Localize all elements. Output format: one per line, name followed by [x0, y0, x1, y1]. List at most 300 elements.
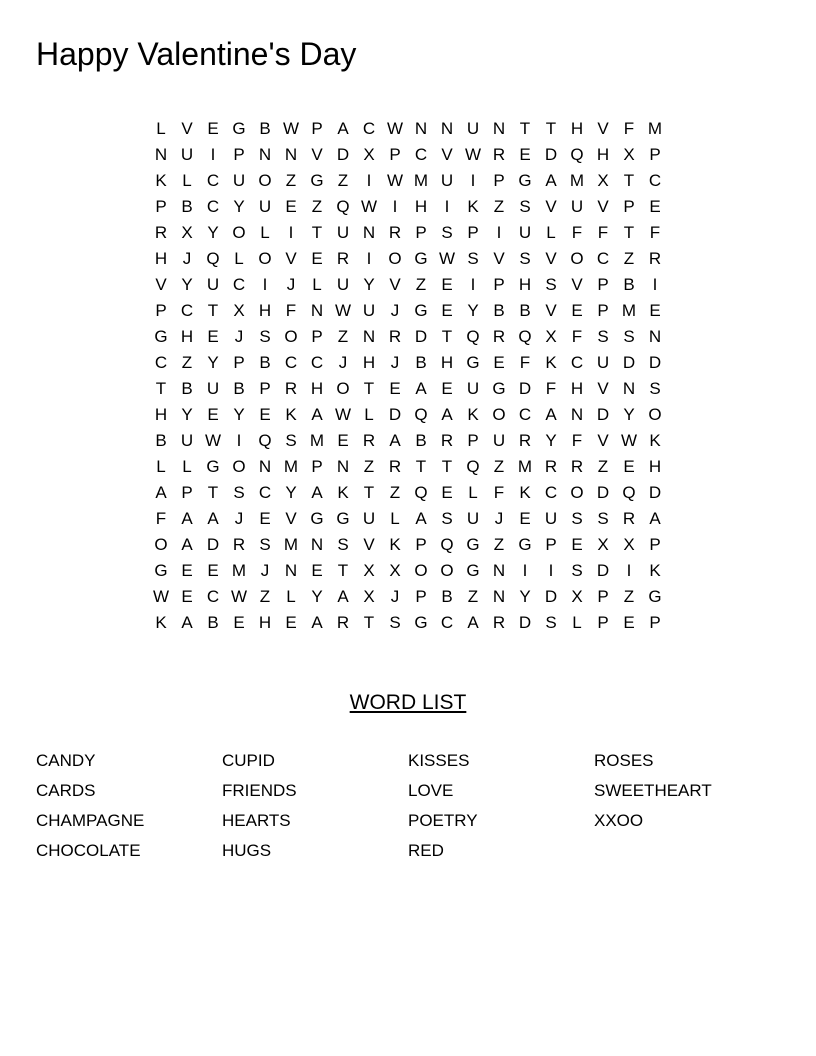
grid-letter: U — [180, 145, 194, 164]
grid-letter: N — [362, 223, 376, 242]
grid-letter: Z — [337, 327, 349, 346]
grid-letter: E — [181, 587, 193, 606]
grid-letter: G — [310, 171, 324, 190]
grid-letter: U — [232, 171, 246, 190]
grid-letter: O — [284, 327, 298, 346]
grid-row — [148, 532, 668, 558]
grid-letter: B — [155, 431, 167, 450]
grid-letter: R — [492, 145, 506, 164]
grid-letter: G — [466, 535, 480, 554]
grid-letter: M — [569, 171, 585, 190]
grid-letter: A — [545, 405, 557, 424]
grid-letter: D — [518, 379, 532, 398]
grid-letter: E — [519, 509, 531, 528]
grid-letter: E — [337, 431, 349, 450]
grid-letter: Z — [259, 587, 271, 606]
word-item: RED — [408, 841, 444, 860]
grid-letter: P — [649, 145, 661, 164]
grid-letter: P — [155, 197, 167, 216]
grid-letter: K — [285, 405, 297, 424]
grid-letter: B — [415, 431, 427, 450]
grid-letter: A — [467, 613, 479, 632]
grid-letter: R — [154, 223, 168, 242]
grid-letter: Q — [206, 249, 220, 268]
grid-letter: X — [623, 145, 635, 164]
grid-letter: Q — [518, 327, 532, 346]
grid-letter: O — [336, 379, 350, 398]
grid-letter: G — [414, 613, 428, 632]
grid-letter: E — [259, 405, 271, 424]
grid-letter: E — [181, 561, 193, 580]
grid-letter: E — [285, 197, 297, 216]
grid-letter: T — [623, 171, 635, 190]
grid-letter: N — [258, 145, 272, 164]
grid-letter: F — [597, 223, 609, 242]
grid-letter: X — [363, 145, 375, 164]
grid-letter: A — [155, 483, 167, 502]
grid-letter: D — [336, 145, 350, 164]
grid-letter: N — [414, 119, 428, 138]
grid-letter: G — [414, 301, 428, 320]
grid-letter: Z — [389, 483, 401, 502]
grid-letter: O — [492, 405, 506, 424]
grid-letter: S — [441, 509, 453, 528]
grid-letter: N — [440, 119, 454, 138]
word-item: CUPID — [222, 751, 275, 770]
grid-letter: A — [311, 483, 323, 502]
grid-letter: E — [285, 613, 297, 632]
grid-letter: Q — [466, 327, 480, 346]
grid-letter: Z — [493, 457, 505, 476]
grid-letter: X — [181, 223, 193, 242]
grid-letter: F — [545, 379, 557, 398]
grid-letter: Q — [258, 431, 272, 450]
grid-letter: V — [571, 275, 583, 294]
grid-letter: G — [466, 561, 480, 580]
grid-letter: A — [311, 613, 323, 632]
grid-letter: T — [337, 561, 349, 580]
grid-letter: E — [233, 613, 245, 632]
grid-letter: Q — [570, 145, 584, 164]
grid-letter: B — [181, 379, 193, 398]
grid-letter: S — [467, 249, 479, 268]
grid-letter: O — [232, 223, 246, 242]
grid-letter: M — [647, 119, 663, 138]
grid-letter: A — [389, 431, 401, 450]
grid-row — [148, 220, 668, 246]
grid-letter: O — [258, 171, 272, 190]
grid-letter: Y — [623, 405, 635, 424]
grid-letter: N — [492, 119, 506, 138]
grid-letter: Y — [285, 483, 297, 502]
grid-letter: F — [623, 119, 635, 138]
grid-letter: A — [207, 509, 219, 528]
grid-letter: Y — [207, 223, 219, 242]
grid-letter: U — [492, 431, 506, 450]
grid-letter: E — [207, 119, 219, 138]
grid-letter: P — [597, 587, 609, 606]
grid-letter: W — [334, 301, 352, 320]
grid-letter: N — [284, 145, 298, 164]
grid-letter: E — [623, 457, 635, 476]
grid-letter: N — [622, 379, 636, 398]
grid-letter: B — [233, 379, 245, 398]
grid-letter: V — [597, 379, 609, 398]
grid-letter: C — [518, 405, 532, 424]
grid-letter: J — [390, 353, 400, 372]
grid-letter: S — [597, 509, 609, 528]
grid-letter: V — [545, 301, 557, 320]
grid-letter: X — [363, 587, 375, 606]
grid-letter: Z — [415, 275, 427, 294]
grid-row — [148, 142, 668, 168]
grid-letter: U — [466, 509, 480, 528]
grid-letter: K — [545, 353, 557, 372]
grid-letter: Y — [181, 405, 193, 424]
grid-letter: S — [519, 197, 531, 216]
grid-letter: P — [623, 197, 635, 216]
grid-letter: U — [466, 379, 480, 398]
grid-letter: I — [366, 171, 372, 190]
grid-letter: O — [440, 561, 454, 580]
grid-letter: X — [545, 327, 557, 346]
grid-letter: U — [596, 353, 610, 372]
grid-letter: U — [206, 275, 220, 294]
grid-row — [148, 194, 668, 220]
grid-letter: X — [363, 561, 375, 580]
grid-letter: R — [440, 431, 454, 450]
grid-letter: V — [363, 535, 375, 554]
grid-letter: N — [492, 587, 506, 606]
grid-letter: Y — [363, 275, 375, 294]
grid-letter: T — [623, 223, 635, 242]
grid-row — [148, 454, 668, 480]
grid-letter: U — [362, 509, 376, 528]
grid-letter: I — [470, 275, 476, 294]
grid-row — [148, 558, 668, 584]
grid-letter: H — [154, 405, 168, 424]
grid-letter: J — [182, 249, 192, 268]
grid-letter: A — [181, 509, 193, 528]
grid-letter: Z — [311, 197, 323, 216]
grid-letter: X — [623, 535, 635, 554]
grid-letter: X — [597, 171, 609, 190]
grid-letter: L — [156, 457, 166, 476]
word-item: POETRY — [408, 811, 478, 830]
grid-letter: S — [571, 561, 583, 580]
grid-letter: C — [232, 275, 246, 294]
grid-letter: E — [311, 561, 323, 580]
grid-letter: L — [260, 223, 270, 242]
grid-letter: Z — [493, 197, 505, 216]
grid-letter: T — [519, 119, 531, 138]
grid-letter: D — [544, 145, 558, 164]
grid-letter: W — [204, 431, 222, 450]
grid-letter: L — [156, 119, 166, 138]
grid-letter: K — [155, 171, 167, 190]
grid-letter: G — [154, 327, 168, 346]
grid-letter: L — [286, 587, 296, 606]
grid-letter: S — [259, 535, 271, 554]
grid-letter: P — [415, 223, 427, 242]
grid-letter: E — [623, 613, 635, 632]
grid-letter: D — [596, 483, 610, 502]
grid-letter: L — [364, 405, 374, 424]
grid-letter: K — [649, 561, 661, 580]
grid-letter: P — [233, 145, 245, 164]
grid-letter: V — [597, 119, 609, 138]
grid-letter: P — [311, 327, 323, 346]
grid-letter: L — [546, 223, 556, 242]
grid-letter: T — [363, 379, 375, 398]
grid-letter: W — [360, 197, 378, 216]
grid-row — [148, 298, 668, 324]
grid-letter: H — [648, 457, 662, 476]
grid-letter: I — [496, 223, 502, 242]
grid-letter: F — [519, 353, 531, 372]
word-column — [222, 748, 408, 868]
grid-letter: P — [493, 275, 505, 294]
grid-letter: Z — [493, 535, 505, 554]
grid-row — [148, 376, 668, 402]
grid-letter: D — [388, 405, 402, 424]
grid-letter: N — [154, 145, 168, 164]
grid-letter: N — [310, 301, 324, 320]
grid-letter: X — [389, 561, 401, 580]
grid-letter: S — [571, 509, 583, 528]
grid-letter: A — [337, 119, 349, 138]
grid-letter: Z — [623, 587, 635, 606]
grid-letter: O — [570, 249, 584, 268]
grid-letter: B — [181, 197, 193, 216]
grid-letter: S — [259, 327, 271, 346]
grid-letter: K — [519, 483, 531, 502]
grid-letter: L — [182, 457, 192, 476]
grid-letter: R — [648, 249, 662, 268]
grid-letter: O — [648, 405, 662, 424]
grid-letter: N — [648, 327, 662, 346]
grid-letter: U — [440, 171, 454, 190]
grid-letter: R — [492, 327, 506, 346]
grid-letter: I — [522, 561, 528, 580]
grid-letter: Q — [414, 405, 428, 424]
grid-letter: M — [231, 561, 247, 580]
grid-letter: S — [389, 613, 401, 632]
grid-letter: P — [597, 613, 609, 632]
grid-letter: L — [572, 613, 582, 632]
grid-letter: P — [389, 145, 401, 164]
grid-letter: A — [337, 587, 349, 606]
grid-letter: E — [389, 379, 401, 398]
grid-letter: T — [363, 613, 375, 632]
grid-letter: D — [518, 613, 532, 632]
grid-letter: H — [362, 353, 376, 372]
grid-letter: M — [283, 535, 299, 554]
grid-letter: O — [414, 561, 428, 580]
grid-letter: A — [415, 379, 427, 398]
grid-letter: I — [548, 561, 554, 580]
grid-letter: G — [518, 171, 532, 190]
grid-letter: H — [518, 275, 532, 294]
grid-letter: R — [570, 457, 584, 476]
grid-letter: I — [366, 249, 372, 268]
grid-letter: I — [392, 197, 398, 216]
grid-letter: O — [388, 249, 402, 268]
grid-letter: R — [388, 457, 402, 476]
grid-letter: T — [207, 483, 219, 502]
grid-letter: I — [288, 223, 294, 242]
grid-letter: U — [544, 509, 558, 528]
grid-row — [148, 506, 668, 532]
grid-letter: S — [545, 613, 557, 632]
grid-letter: V — [493, 249, 505, 268]
grid-letter: V — [155, 275, 167, 294]
grid-letter: H — [440, 353, 454, 372]
grid-letter: R — [388, 223, 402, 242]
grid-letter: P — [467, 223, 479, 242]
grid-letter: N — [284, 561, 298, 580]
grid-letter: C — [180, 301, 194, 320]
grid-row — [148, 116, 668, 142]
grid-letter: E — [207, 405, 219, 424]
grid-letter: P — [259, 379, 271, 398]
grid-letter: P — [181, 483, 193, 502]
grid-letter: M — [283, 457, 299, 476]
grid-letter: J — [260, 561, 270, 580]
grid-letter: R — [362, 431, 376, 450]
grid-letter: D — [648, 353, 662, 372]
grid-letter: Z — [597, 457, 609, 476]
grid-letter: T — [363, 483, 375, 502]
grid-letter: F — [493, 483, 505, 502]
grid-letter: W — [386, 171, 404, 190]
grid-letter: V — [311, 145, 323, 164]
grid-letter: E — [441, 301, 453, 320]
grid-letter: G — [492, 379, 506, 398]
grid-letter: N — [310, 535, 324, 554]
grid-letter: M — [309, 431, 325, 450]
grid-letter: Y — [233, 197, 245, 216]
grid-letter: W — [334, 405, 352, 424]
grid-letter: D — [414, 327, 428, 346]
grid-row — [148, 246, 668, 272]
grid-letter: G — [336, 509, 350, 528]
grid-letter: B — [259, 353, 271, 372]
word-item: HEARTS — [222, 811, 291, 830]
grid-letter: L — [182, 171, 192, 190]
grid-letter: I — [262, 275, 268, 294]
grid-letter: J — [286, 275, 296, 294]
grid-letter: N — [258, 457, 272, 476]
grid-letter: W — [620, 431, 638, 450]
grid-letter: R — [232, 535, 246, 554]
grid-row — [148, 324, 668, 350]
grid-letter: U — [336, 275, 350, 294]
grid-letter: C — [206, 587, 220, 606]
grid-letter: D — [544, 587, 558, 606]
grid-letter: E — [441, 483, 453, 502]
grid-letter: C — [414, 145, 428, 164]
grid-letter: F — [571, 431, 583, 450]
grid-letter: I — [236, 431, 242, 450]
grid-letter: I — [444, 197, 450, 216]
grid-letter: Y — [519, 587, 531, 606]
grid-letter: G — [154, 561, 168, 580]
grid-letter: R — [284, 379, 298, 398]
word-item: CANDY — [36, 751, 96, 770]
grid-letter: C — [544, 483, 558, 502]
grid-row — [148, 428, 668, 454]
grid-letter: W — [386, 119, 404, 138]
grid-letter: Y — [181, 275, 193, 294]
grid-letter: R — [518, 431, 532, 450]
grid-letter: S — [519, 249, 531, 268]
grid-letter: C — [440, 613, 454, 632]
grid-letter: D — [596, 561, 610, 580]
grid-letter: D — [622, 353, 636, 372]
grid-letter: C — [258, 483, 272, 502]
grid-letter: C — [206, 171, 220, 190]
grid-letter: G — [206, 457, 220, 476]
grid-letter: R — [336, 249, 350, 268]
grid-letter: J — [338, 353, 348, 372]
grid-letter: C — [596, 249, 610, 268]
grid-letter: D — [648, 483, 662, 502]
grid-letter: Q — [440, 535, 454, 554]
grid-letter: J — [494, 509, 504, 528]
grid-letter: F — [155, 509, 167, 528]
word-list — [36, 748, 780, 868]
word-item: CHOCOLATE — [36, 841, 141, 860]
grid-letter: S — [623, 327, 635, 346]
grid-letter: K — [467, 197, 479, 216]
grid-letter: V — [597, 431, 609, 450]
grid-letter: T — [441, 457, 453, 476]
grid-letter: K — [155, 613, 167, 632]
grid-letter: L — [390, 509, 400, 528]
grid-letter: J — [234, 327, 244, 346]
grid-letter: G — [310, 509, 324, 528]
grid-letter: H — [310, 379, 324, 398]
grid-letter: N — [570, 405, 584, 424]
grid-letter: L — [312, 275, 322, 294]
grid-letter: V — [597, 197, 609, 216]
grid-letter: Z — [285, 171, 297, 190]
grid-letter: H — [258, 301, 272, 320]
grid-letter: A — [311, 405, 323, 424]
grid-letter: H — [570, 119, 584, 138]
grid-letter: I — [470, 171, 476, 190]
grid-letter: Q — [336, 197, 350, 216]
grid-row — [148, 402, 668, 428]
grid-letter: P — [597, 275, 609, 294]
grid-letter: Q — [414, 483, 428, 502]
grid-letter: P — [649, 535, 661, 554]
grid-letter: P — [545, 535, 557, 554]
grid-letter: E — [649, 301, 661, 320]
grid-letter: E — [207, 327, 219, 346]
grid-letter: A — [649, 509, 661, 528]
grid-letter: V — [285, 509, 297, 528]
grid-letter: I — [210, 145, 216, 164]
grid-letter: H — [596, 145, 610, 164]
grid-letter: T — [155, 379, 167, 398]
grid-letter: U — [466, 119, 480, 138]
grid-letter: Y — [233, 405, 245, 424]
grid-letter: Z — [467, 587, 479, 606]
grid-letter: F — [285, 301, 297, 320]
grid-letter: E — [493, 353, 505, 372]
